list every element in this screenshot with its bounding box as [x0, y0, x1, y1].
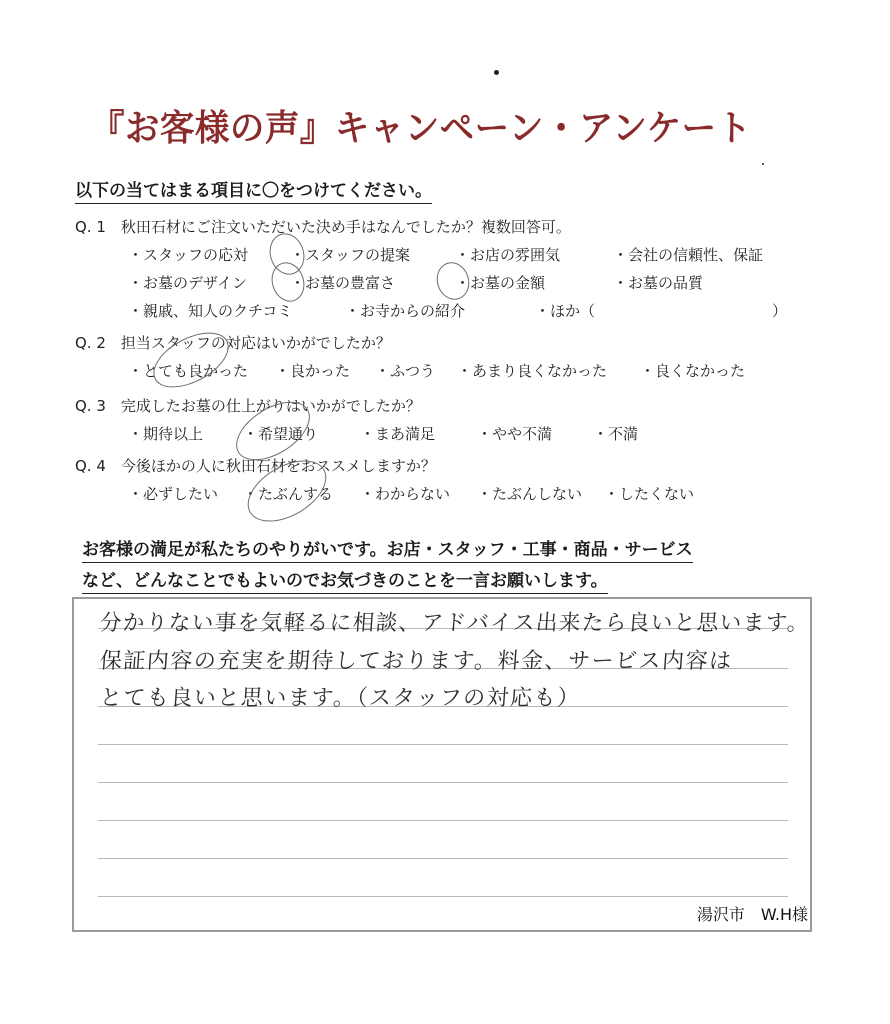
- q2-question: Q. 2 担当スタッフの対応はいかがでしたか？: [75, 334, 391, 352]
- scan-speck: [762, 163, 764, 165]
- q1-option-shop-atmosphere[interactable]: ・お店の雰囲気: [455, 246, 561, 264]
- q1-option-grave-variety[interactable]: ・お墓の豊富さ: [290, 274, 396, 292]
- comment-prompt-line-1: お客様の満足が私たちのやりがいです。お店・スタッフ・工事・商品・サービス: [82, 535, 693, 563]
- q1-option-staff-proposal[interactable]: ・スタッフの提案: [290, 246, 411, 264]
- q3-option-somewhat-dissatisfied[interactable]: ・やや不満: [477, 425, 553, 443]
- respondent-signature: 湯沢市 W.H様: [696, 905, 808, 924]
- comment-prompt-line-2: など、どんなことでもよいのでお気づきのことを一言お願いします。: [82, 566, 608, 594]
- q1-option-staff-response[interactable]: ・スタッフの応対: [128, 246, 249, 264]
- ruled-line: [98, 744, 788, 745]
- q1-option-word-of-mouth[interactable]: ・親戚、知人のクチコミ: [128, 302, 293, 320]
- q1-option-other[interactable]: ・ほか（: [535, 302, 596, 320]
- q2-option-average[interactable]: ・ふつう: [375, 362, 436, 380]
- q3-question: Q. 3 完成したお墓の仕上がりはいかがでしたか？: [75, 397, 421, 415]
- document-title: 『お客様の声』キャンペーン・アンケート: [90, 108, 752, 149]
- q3-option-as-hoped[interactable]: ・希望通り: [243, 425, 319, 443]
- q1-other-close-paren: ）: [772, 302, 788, 320]
- q3-option-dissatisfied[interactable]: ・不満: [593, 425, 639, 443]
- ruled-line: [98, 820, 788, 821]
- q1-option-grave-price[interactable]: ・お墓の金額: [455, 274, 546, 292]
- q3-option-fairly-satisfied[interactable]: ・まあ満足: [360, 425, 436, 443]
- scan-speck: [494, 70, 499, 75]
- comment-handwritten-line-1: 分かりない事を気軽るに相談、アドバイス出来たら良いと思います。: [98, 611, 811, 636]
- comment-handwritten-line-3: とても良いと思います。（スタッフの対応も）: [98, 686, 582, 711]
- q1-question: Q. 1 秋田石材にご注文いただいた決め手はなんでしたか？複数回答可。: [75, 218, 571, 236]
- q2-option-not-good[interactable]: ・良くなかった: [640, 362, 746, 380]
- q1-option-company-trust[interactable]: ・会社の信頼性、保証: [613, 246, 764, 264]
- q4-option-not-sure[interactable]: ・わからない: [360, 485, 451, 503]
- q4-question: Q. 4 今後ほかの人に秋田石材をおススメしますか？: [75, 457, 436, 475]
- ruled-line: [98, 858, 788, 859]
- ruled-line: [98, 896, 788, 897]
- q1-option-temple-referral[interactable]: ・お寺からの紹介: [345, 302, 466, 320]
- q3-option-above-expectations[interactable]: ・期待以上: [128, 425, 204, 443]
- instruction-heading: 以下の当てはまる項目に〇をつけてください。: [75, 176, 432, 204]
- q4-option-will-not[interactable]: ・したくない: [604, 485, 695, 503]
- q4-option-definitely[interactable]: ・必ずしたい: [128, 485, 219, 503]
- q2-option-not-so-good[interactable]: ・あまり良くなかった: [457, 362, 608, 380]
- q2-option-good[interactable]: ・良かった: [275, 362, 351, 380]
- q1-option-grave-quality[interactable]: ・お墓の品質: [613, 274, 704, 292]
- q4-option-probably-not[interactable]: ・たぶんしない: [477, 485, 583, 503]
- comment-handwritten-line-2: 保証内容の充実を期待しております。料金、サービス内容は: [98, 649, 734, 674]
- q4-option-probably[interactable]: ・たぶんする: [243, 485, 334, 503]
- q1-option-grave-design[interactable]: ・お墓のデザイン: [128, 274, 247, 292]
- q2-option-very-good[interactable]: ・とても良かった: [128, 362, 249, 380]
- ruled-line: [98, 782, 788, 783]
